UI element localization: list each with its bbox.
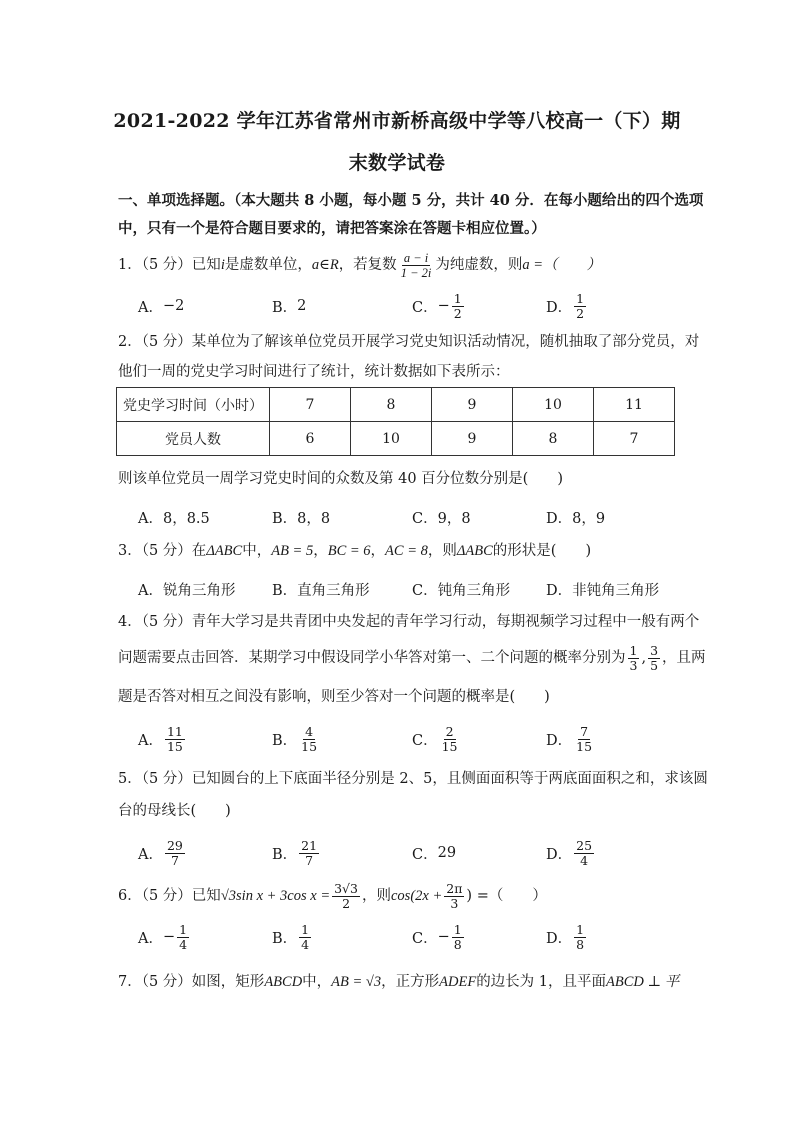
q5-option-b-num: 21 — [301, 837, 318, 853]
q6-option-b[interactable] — [272, 917, 313, 957]
q3-option-d[interactable] — [546, 569, 659, 609]
question-1-options — [138, 286, 698, 326]
q6-option-a-label: A． — [138, 930, 163, 947]
q3-option-a[interactable] — [138, 569, 235, 609]
q6-rhs-num: 3√3 — [334, 880, 358, 896]
q5-option-c-text: 29 — [437, 845, 457, 861]
q4-option-d-num: 7 — [580, 723, 589, 739]
q4-option-c-den: 15 — [441, 738, 458, 754]
q5-option-b-fraction — [299, 839, 319, 868]
q1-tail: a =（ ） — [522, 257, 602, 273]
q1-option-c-fraction — [452, 292, 464, 321]
q6-option-c-label: C． — [412, 930, 438, 947]
q1-option-c[interactable] — [412, 286, 466, 326]
q7-prefix: 7．（5 分）如图，矩形 — [118, 974, 265, 990]
table-cell: 7 — [270, 388, 351, 422]
q4-option-b-num: 4 — [305, 723, 314, 739]
q3-ab: AB = 5 — [271, 543, 314, 559]
q3-mid2: ，则 — [427, 543, 457, 559]
q3-sep1: ， — [313, 543, 328, 559]
q4-option-a[interactable] — [138, 719, 187, 759]
q2-option-d-text: 8，9 — [572, 510, 606, 527]
q5-option-a[interactable] — [138, 833, 187, 873]
table-cell: 10 — [513, 388, 594, 422]
q6-cos-post: ) =（ ） — [466, 888, 547, 904]
q1-option-a[interactable] — [138, 286, 184, 326]
q6-rhs-fraction — [332, 882, 360, 911]
q4-option-d-den: 15 — [576, 738, 593, 754]
q4-option-b-den: 15 — [301, 738, 318, 754]
q1-option-b[interactable] — [272, 286, 306, 326]
q3-option-b-label: B． — [272, 582, 298, 599]
q3-option-d-label: D． — [546, 582, 573, 599]
q5-option-d-num: 25 — [576, 837, 593, 853]
question-6-stem — [118, 880, 547, 912]
q4-comma: , — [641, 650, 647, 666]
q4-option-c-num: 2 — [445, 723, 454, 739]
question-5-options — [138, 833, 698, 873]
table-cell: 8 — [513, 422, 594, 456]
q4-option-b[interactable] — [272, 719, 321, 759]
q1-a-in-r: a∈R — [311, 257, 339, 273]
q2-option-b-label: B． — [272, 510, 298, 527]
q5-option-a-den: 7 — [170, 852, 179, 868]
q3-option-c[interactable] — [412, 569, 510, 609]
q1-mid1: 是虚数单位， — [224, 257, 312, 273]
q6-sqrt3: √3 — [220, 888, 237, 904]
q4-p1-num: 1 — [629, 642, 638, 658]
question-1-stem — [118, 250, 601, 280]
question-3-stem — [118, 540, 591, 562]
q3-option-c-text: 钝角三角形 — [437, 582, 511, 599]
table-cell: 6 — [270, 422, 351, 456]
q6-expr1: sin x + 3cos x = — [236, 888, 331, 904]
table-cell: 7 — [594, 422, 675, 456]
study-time-table — [116, 387, 675, 456]
q2-option-d-label: D． — [546, 510, 573, 527]
q3-prefix: 3．（5 分）在 — [118, 543, 207, 559]
question-5-line1: 5．（5 分）已知圆台的上下底面半径分别是 2、5，且侧面面积等于两底面面积之和，求该圆 — [118, 771, 708, 787]
q5-option-c[interactable] — [412, 833, 456, 873]
table-cell: 9 — [432, 388, 513, 422]
q3-option-b-text: 直角三角形 — [297, 582, 370, 599]
q6-option-b-num: 1 — [301, 921, 310, 937]
q7-adef: ADEF — [439, 974, 477, 990]
question-2-options — [138, 497, 698, 537]
exam-title-line2: 末数学试卷 — [348, 152, 446, 174]
q6-option-a-sign: − — [162, 929, 176, 945]
q6-option-c-fraction — [452, 923, 464, 952]
q6-option-a-num: 1 — [179, 921, 188, 937]
q4-line2-post: ，且两 — [662, 650, 706, 666]
q1-frac-den: 1 − 2i — [400, 265, 432, 280]
q1-option-a-label: A． — [138, 299, 163, 316]
q1-prefix: 1．（5 分）已知 — [118, 257, 221, 273]
q6-option-d-den: 8 — [576, 936, 585, 952]
q6-option-b-den: 4 — [301, 936, 310, 952]
q1-option-b-label: B． — [272, 299, 298, 316]
q5-option-b-den: 7 — [305, 852, 314, 868]
q1-mid2: ，若复数 — [338, 257, 397, 273]
question-2-line3: 则该单位党员一周学习党史时间的众数及第 40 百分位数分别是( ) — [118, 471, 563, 487]
q5-option-b-label: B． — [272, 846, 298, 863]
exam-title-line1: 2021-2022 学年江苏省常州市新桥高级中学等八校高一（下）期 — [113, 110, 681, 132]
question-2-line1: 2．（5 分）某单位为了解该单位党员开展学习党史知识活动情况，随机抽取了部分党员，对 — [118, 334, 700, 350]
q3-option-b[interactable] — [272, 569, 370, 609]
q3-triangle-2: ΔABC — [456, 543, 493, 559]
table-cell: 10 — [351, 422, 432, 456]
q6-cos-den: 3 — [450, 895, 459, 911]
q7-mid1: 中， — [302, 974, 332, 990]
q1-option-b-text: 2 — [297, 298, 307, 314]
q2-option-c-label: C． — [412, 510, 438, 527]
q4-option-a-den: 15 — [166, 738, 183, 754]
table-cell: 9 — [432, 422, 513, 456]
q2-option-a-label: A． — [138, 510, 163, 527]
q1-mid3: 为纯虚数，则 — [435, 257, 523, 273]
section-heading-line2: 中，只有一个是符合题目要求的，请把答案涂在答题卡相应位置。） — [118, 220, 546, 237]
q3-option-d-text: 非钝角三角形 — [572, 582, 660, 599]
q4-option-b-label: B． — [272, 732, 298, 749]
q6-option-a-fraction — [177, 923, 189, 952]
q6-option-c-sign: − — [437, 929, 450, 945]
q5-option-b[interactable] — [272, 833, 321, 873]
q3-option-a-text: 锐角三角形 — [162, 582, 236, 599]
q1-option-d-den: 2 — [576, 305, 585, 321]
q7-abcd: ABCD — [264, 974, 303, 990]
q5-option-d-den: 4 — [580, 852, 589, 868]
question-3-options — [138, 569, 698, 609]
q1-complex-fraction — [399, 251, 434, 280]
q7-mid3: 的边长为 1，且平面 — [476, 974, 607, 990]
q2-option-c-text: 9，8 — [437, 510, 471, 527]
q2-option-b[interactable] — [272, 497, 330, 537]
q6-option-d-label: D． — [546, 930, 573, 947]
q6-option-b-label: B． — [272, 930, 298, 947]
q3-triangle: ΔABC — [206, 543, 243, 559]
q2-option-c[interactable] — [412, 497, 471, 537]
q4-prob-2 — [648, 644, 660, 673]
question-6-options — [138, 917, 698, 957]
q1-option-d-num: 1 — [576, 290, 585, 306]
question-4-options — [138, 719, 698, 759]
q2-option-a[interactable] — [138, 497, 210, 537]
section-heading-line1: 一、单项选择题。（本大题共 8 小题，每小题 5 分，共计 40 分．在每小题给出的四个选项 — [118, 192, 704, 209]
q3-sep2: ， — [370, 543, 386, 559]
q4-option-a-num: 11 — [166, 723, 183, 739]
q2-option-a-text: 8，8.5 — [162, 510, 210, 527]
question-5-line2: 台的母线长( ) — [118, 803, 231, 819]
table-header-cell: 党史学习时间（小时） — [117, 388, 270, 422]
q4-p2-num: 3 — [650, 642, 659, 658]
table-cell: 8 — [351, 388, 432, 422]
q2-option-b-text: 8，8 — [297, 510, 331, 527]
q1-option-c-num: 1 — [453, 290, 462, 306]
q6-mid: ，则 — [361, 888, 391, 904]
q1-option-c-label: C． — [412, 299, 438, 316]
table-header-cell: 党员人数 — [117, 422, 270, 456]
q6-cos-pre: cos(2x + — [390, 888, 443, 904]
table-cell: 11 — [594, 388, 675, 422]
q2-option-d[interactable] — [546, 497, 605, 537]
q3-mid1: 中， — [242, 543, 272, 559]
q1-option-c-sign: − — [437, 298, 450, 314]
q7-ab: AB = √3 — [331, 974, 382, 990]
q4-option-a-label: A． — [138, 732, 163, 749]
q1-option-c-den: 2 — [453, 305, 462, 321]
q6-cos-fraction — [444, 882, 464, 911]
q4-p2-den: 5 — [650, 657, 659, 673]
q6-prefix: 6．（5 分）已知 — [118, 888, 221, 904]
q1-option-a-text: −2 — [162, 298, 185, 314]
q6-cos-num: 2π — [446, 880, 463, 896]
q6-rhs-den: 2 — [342, 895, 351, 911]
q3-option-a-label: A． — [138, 582, 163, 599]
q5-option-c-label: C． — [412, 846, 438, 863]
table-row — [117, 388, 675, 422]
q4-option-d-fraction — [574, 725, 594, 754]
q7-tail: ABCD ⊥ 平 — [606, 974, 680, 990]
question-4-line1: 4．（5 分）青年大学习是共青团中央发起的青年学习行动，每期视频学习过程中一般有两个 — [118, 614, 700, 630]
q6-option-c-num: 1 — [453, 921, 462, 937]
q4-option-b-fraction — [299, 725, 319, 754]
q4-p1-den: 3 — [629, 657, 638, 673]
q1-i: i — [220, 257, 225, 273]
q6-option-c[interactable] — [412, 917, 466, 957]
q1-option-d[interactable] — [546, 286, 588, 326]
q4-prob-1 — [628, 644, 640, 673]
q4-line2-pre: 问题需要点击回答．某期学习中假设同学小华答对第一、二个问题的概率分别为 — [118, 650, 626, 666]
q7-mid2: ，正方形 — [381, 974, 440, 990]
question-4-line2 — [118, 642, 706, 674]
q5-option-d[interactable] — [546, 833, 596, 873]
q3-tail: 的形状是( ) — [492, 543, 592, 559]
question-2-line2: 他们一周的党史学习时间进行了统计，统计数据如下表所示： — [118, 364, 510, 380]
q1-option-d-fraction — [574, 292, 586, 321]
q5-option-a-fraction — [165, 839, 185, 868]
q6-option-d-fraction — [574, 923, 586, 952]
q4-option-c-fraction — [440, 725, 460, 754]
q3-bc: BC = 6 — [327, 543, 371, 559]
q4-option-c[interactable] — [412, 719, 462, 759]
q3-ac: AC = 8 — [385, 543, 428, 559]
q6-option-d-num: 1 — [576, 921, 585, 937]
question-7-stem — [118, 971, 679, 993]
q6-option-b-fraction — [299, 923, 311, 952]
q4-option-a-fraction — [165, 725, 185, 754]
q4-option-d[interactable] — [546, 719, 596, 759]
q5-option-d-fraction — [574, 839, 594, 868]
q6-option-d[interactable] — [546, 917, 588, 957]
q5-option-a-label: A． — [138, 846, 163, 863]
q1-option-d-label: D． — [546, 299, 573, 316]
q6-option-c-den: 8 — [453, 936, 462, 952]
q5-option-d-label: D． — [546, 846, 573, 863]
q4-option-d-label: D． — [546, 732, 573, 749]
q1-frac-num: a − i — [403, 250, 429, 265]
q5-option-a-num: 29 — [166, 837, 183, 853]
q6-option-a-den: 4 — [179, 936, 188, 952]
question-4-line3: 题是否答对相互之间没有影响，则至少答对一个问题的概率是( ) — [118, 689, 550, 705]
q6-option-a[interactable] — [138, 917, 191, 957]
q4-option-c-label: C． — [412, 732, 438, 749]
q3-option-c-label: C． — [412, 582, 438, 599]
table-row — [117, 422, 675, 456]
